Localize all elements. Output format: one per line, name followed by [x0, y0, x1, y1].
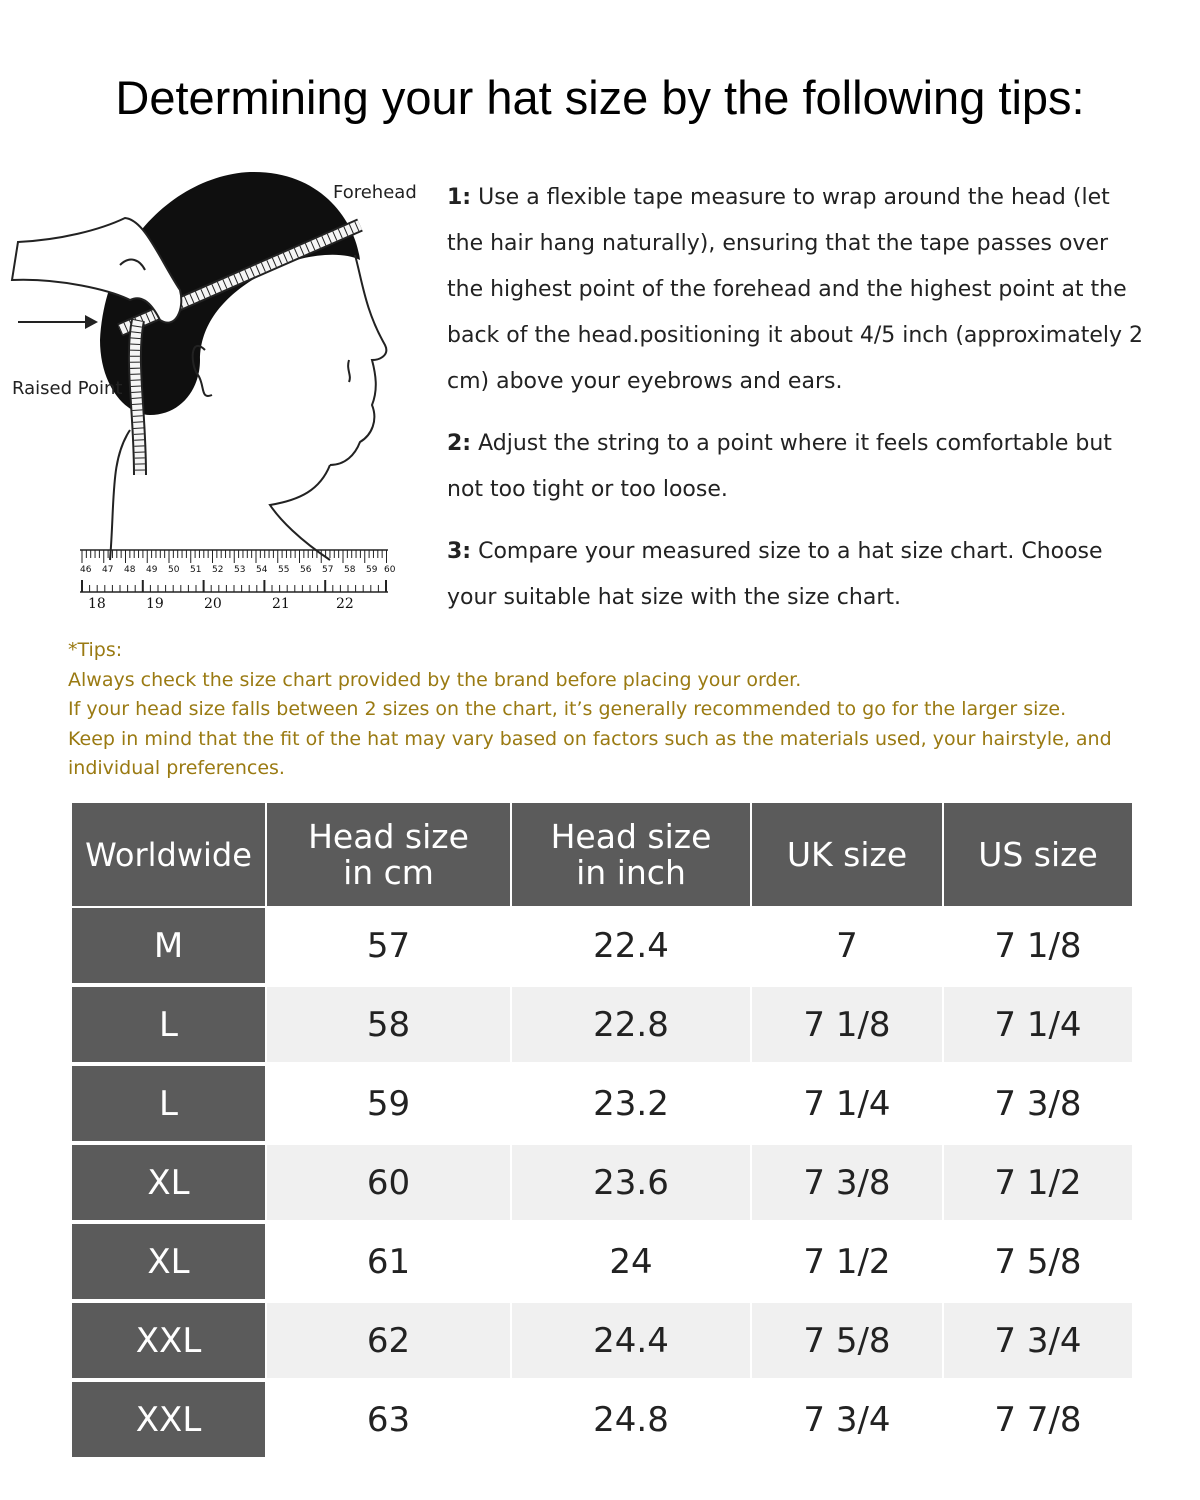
cm-cell: 60 — [266, 1143, 511, 1222]
tip-line: Always check the size chart provided by the brand before placing your order. — [68, 668, 802, 691]
cm-cell: 59 — [266, 1064, 511, 1143]
table-row — [72, 1301, 1132, 1380]
ruler-cm-tick: 58 — [344, 565, 356, 575]
us-size-cell: 7 7/8 — [943, 1380, 1132, 1459]
instruction-steps — [447, 175, 1147, 637]
uk-size-cell: 7 5/8 — [751, 1301, 943, 1380]
us-size-cell: 7 5/8 — [943, 1222, 1132, 1301]
ruler-cm-tick: 47 — [102, 565, 114, 575]
table-row — [72, 985, 1132, 1064]
ruler-inch-tick: 18 — [88, 596, 106, 612]
ruler-cm-tick: 59 — [366, 565, 378, 575]
column-header: UK size — [751, 803, 943, 907]
worldwide-size-cell: XXL — [72, 1380, 266, 1459]
inch-cell: 22.8 — [511, 985, 751, 1064]
cm-cell: 57 — [266, 907, 511, 985]
head-measuring-illustration — [0, 160, 440, 630]
table-header-row — [72, 803, 1132, 907]
table-row — [72, 1222, 1132, 1301]
ruler-cm-tick: 49 — [146, 565, 158, 575]
forehead-label: Forehead — [333, 182, 417, 203]
column-header-label: Head size in cm — [308, 816, 469, 892]
worldwide-size-cell: XXL — [72, 1301, 266, 1380]
step-1 — [447, 175, 1147, 405]
uk-size-cell: 7 — [751, 907, 943, 985]
ruler-cm-tick: 50 — [168, 565, 180, 575]
worldwide-size-cell: M — [72, 907, 266, 985]
inch-cell: 24 — [511, 1222, 751, 1301]
raised-point-label: Raised Point — [12, 378, 123, 399]
step-text: Adjust the string to a point where it feels comfortable but not too tight or too loose. — [447, 431, 1112, 502]
step-number: 3: — [447, 539, 472, 564]
us-size-cell: 7 1/2 — [943, 1143, 1132, 1222]
uk-size-cell: 7 3/4 — [751, 1380, 943, 1459]
ruler-cm-tick: 60 — [384, 565, 396, 575]
ruler-cm-tick: 52 — [212, 565, 224, 575]
ruler-cm-labels — [80, 565, 396, 579]
uk-size-cell: 7 3/8 — [751, 1143, 943, 1222]
step-number: 1: — [447, 185, 472, 210]
us-size-cell: 7 3/4 — [943, 1301, 1132, 1380]
column-header — [266, 803, 511, 907]
column-header: US size — [943, 803, 1132, 907]
worldwide-size-cell: L — [72, 1064, 266, 1143]
table-row — [72, 907, 1132, 985]
uk-size-cell: 7 1/4 — [751, 1064, 943, 1143]
ruler-inch-tick: 20 — [204, 596, 222, 612]
ruler-cm-tick: 53 — [234, 565, 246, 575]
step-2 — [447, 421, 1147, 513]
tip-line: If your head size falls between 2 sizes on the chart, it’s generally recommended to go for the larger size. — [68, 698, 1067, 720]
ruler-cm-tick: 54 — [256, 565, 268, 575]
step-text: Compare your measured size to a hat size chart. Choose your suitable hat size with the size chart. — [447, 539, 1103, 610]
tips-section — [68, 636, 1168, 784]
inch-cell: 22.4 — [511, 907, 751, 985]
step-3 — [447, 529, 1147, 621]
inch-cell: 23.2 — [511, 1064, 751, 1143]
ruler-inch-tick: 21 — [272, 596, 290, 612]
tip-line: Keep in mind that the fit of the hat may vary based on factors such as the materials used, your hairstyle, and individual preferences. — [68, 727, 1112, 779]
us-size-cell: 7 1/8 — [943, 907, 1132, 985]
table-row — [72, 1143, 1132, 1222]
size-chart-table — [72, 803, 1132, 1461]
ruler-cm-tick: 56 — [300, 565, 312, 575]
ruler-cm-tick: 48 — [124, 565, 136, 575]
cm-cell: 61 — [266, 1222, 511, 1301]
uk-size-cell: 7 1/2 — [751, 1222, 943, 1301]
column-header — [511, 803, 751, 907]
ruler-cm-tick: 46 — [80, 565, 92, 575]
inch-cell: 24.4 — [511, 1301, 751, 1380]
column-header-label: Head size in inch — [550, 816, 712, 892]
worldwide-size-cell: XL — [72, 1143, 266, 1222]
ruler-inch-tick: 19 — [146, 596, 164, 612]
step-number: 2: — [447, 431, 472, 456]
cm-cell: 58 — [266, 985, 511, 1064]
ruler-inch-tick: 22 — [336, 596, 354, 612]
table-row — [72, 1380, 1132, 1459]
inch-cell: 23.6 — [511, 1143, 751, 1222]
inch-cell: 24.8 — [511, 1380, 751, 1459]
uk-size-cell: 7 1/8 — [751, 985, 943, 1064]
table-row — [72, 1064, 1132, 1143]
ruler-cm-tick: 51 — [190, 565, 202, 575]
us-size-cell: 7 1/4 — [943, 985, 1132, 1064]
cm-cell: 62 — [266, 1301, 511, 1380]
page-title: Determining your hat size by the following tips: — [115, 71, 1085, 124]
us-size-cell: 7 3/8 — [943, 1064, 1132, 1143]
ruler-cm-tick: 55 — [278, 565, 290, 575]
step-text: Use a flexible tape measure to wrap around the head (let the hair hang naturally), ensuring that the tape passes over the highest point of the forehead and the highest point at the back of the head.positioning it about 4/5 inch (approximately 2 cm) above your eyebrows and ears. — [447, 185, 1143, 394]
worldwide-size-cell: XL — [72, 1222, 266, 1301]
cm-cell: 63 — [266, 1380, 511, 1459]
tips-heading: *Tips: — [68, 639, 123, 661]
ruler-cm-tick: 57 — [322, 565, 334, 575]
column-header: Worldwide — [72, 803, 266, 907]
worldwide-size-cell: L — [72, 985, 266, 1064]
ruler-inch-labels — [88, 596, 388, 614]
